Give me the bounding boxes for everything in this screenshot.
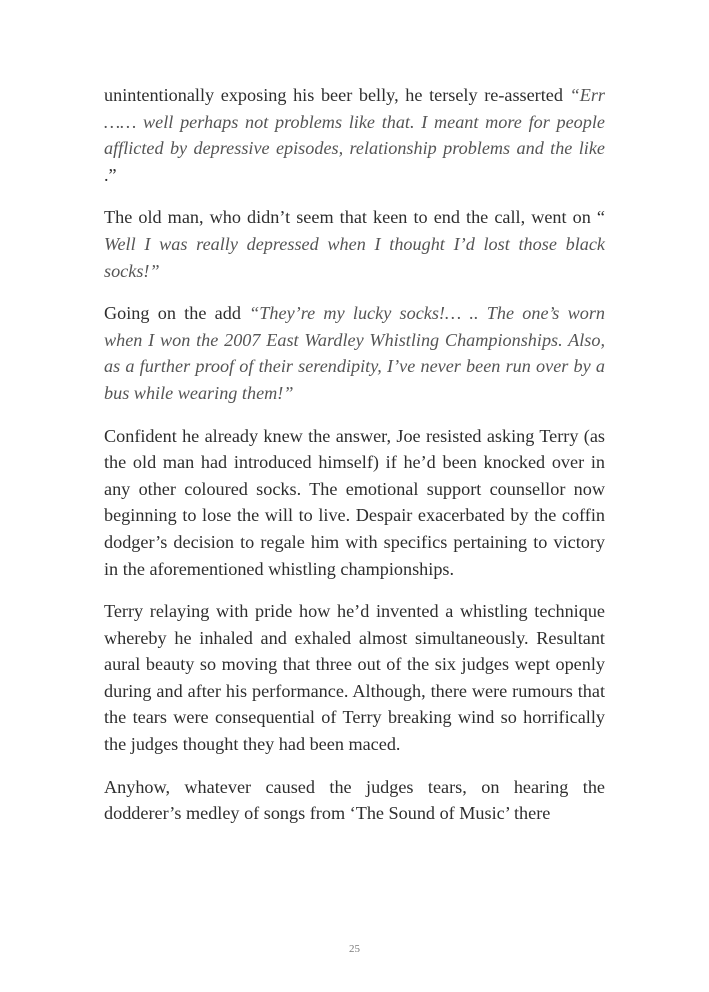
paragraph-5 xyxy=(104,598,605,758)
paragraph-text: Confident he already knew the answer, Joe resisted asking Terry (as the old man had introduced himself) if he’d been knocked over in any other coloured socks. The emotional support counsellor now beginning to lose the will to live. Despair exacerbated by the coffin dodger’s decision to regale him with specifics pertaining to victory in the aforementioned whistling championships. xyxy=(104,425,605,579)
page-number: 25 xyxy=(349,943,360,955)
paragraph-1 xyxy=(104,82,605,188)
paragraph-text: Going on the add xyxy=(104,303,250,324)
paragraph-6 xyxy=(104,774,605,827)
paragraph-text: Anyhow, whatever caused the judges tears, on hearing the dodderer’s medley of songs from ‘The Sound of Music’ there xyxy=(104,776,605,824)
paragraph-3 xyxy=(104,300,605,406)
italic-dialogue: Well I was really depressed when I thought I’d lost those black socks!” xyxy=(104,233,605,281)
paragraph-text: .” xyxy=(104,164,117,185)
italic-dialogue: “They’re my lucky socks!… .. The one’s worn when I won the 2007 East Wardley Whistling Championships. Also, as a further proof of their serendipity, I’ve never been run over by a bus while wearing them!” xyxy=(104,303,605,403)
paragraph-text: unintentionally exposing his beer belly, he tersely re-asserted xyxy=(104,85,570,105)
italic-dialogue: “Err …… well perhaps not problems like that. I meant more for people afflicted by depressive episodes, relationship problems and the like xyxy=(104,85,605,159)
body-text xyxy=(104,82,605,827)
paragraph-text: The old man, who didn’t seem that keen to end the call, went on “ xyxy=(104,207,605,228)
paragraph-text: Terry relaying with pride how he’d invented a whistling technique whereby he inhaled and exhaled almost simultaneously. Resultant aural beauty so moving that three out of the six judges wept openly during and after his performance. Although, there were rumours that the tears were consequential of Terry breaking wind so horrifically the judges thought they had been maced. xyxy=(104,601,605,755)
paragraph-2 xyxy=(104,204,605,284)
paragraph-4 xyxy=(104,423,605,583)
